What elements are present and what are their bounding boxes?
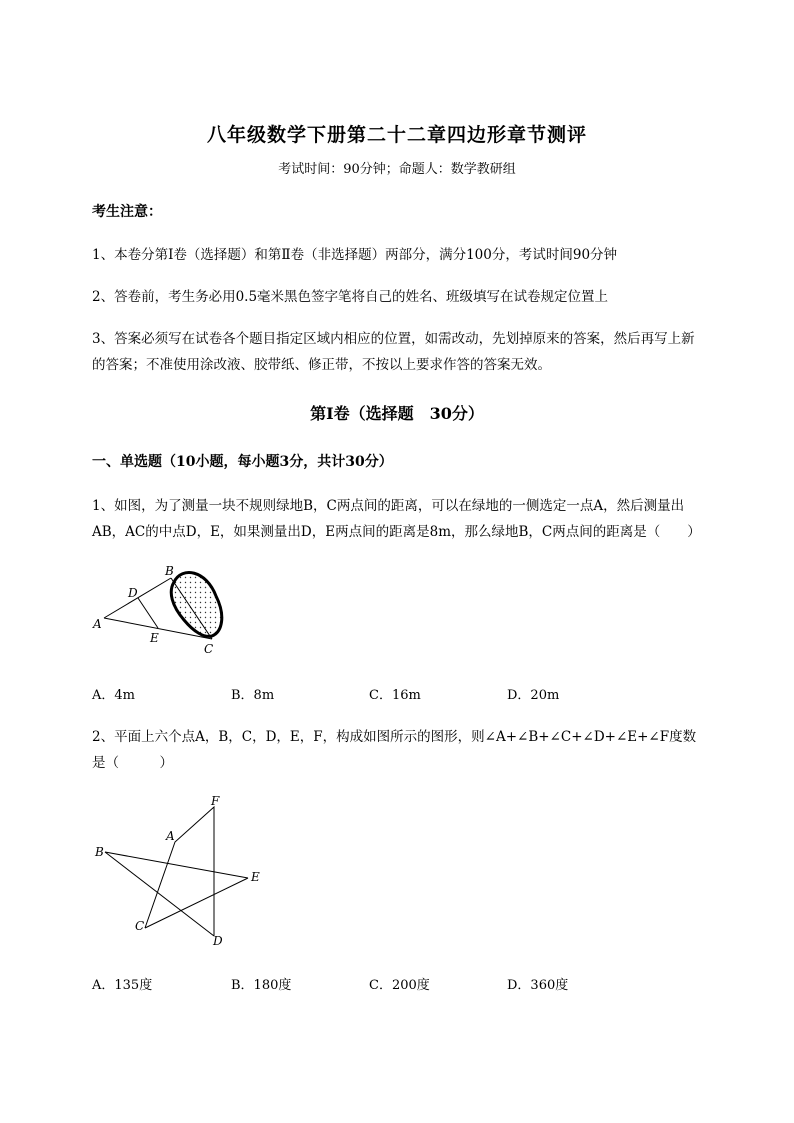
- part-heading: 一、单选题（10小题，每小题3分，共计30分）: [92, 454, 393, 470]
- notice-item-1: 1、本卷分第I卷（选择题）和第Ⅱ卷（非选择题）两部分，满分100分，考试时间90分钟: [92, 247, 618, 263]
- question-1-stem: 1、如图，为了测量一块不规则绿地B，C两点间的距离，可以在绿地的一侧选定一点A，然后测量出: [92, 498, 685, 514]
- label-C: C: [204, 642, 214, 656]
- q1-option-d[interactable]: D．20m: [507, 688, 560, 703]
- label-B: B: [165, 564, 174, 578]
- question-1-figure: [88, 560, 238, 660]
- path-C-A-F-D: [145, 807, 214, 936]
- green-land-shape: [171, 573, 222, 637]
- label-E: E: [150, 631, 159, 645]
- notice-heading: 考生注意：: [92, 204, 162, 220]
- label-F: F: [211, 794, 220, 808]
- label-A: A: [166, 829, 175, 843]
- q1-option-b[interactable]: B．8m: [231, 688, 275, 703]
- q2-option-d[interactable]: D．360度: [507, 978, 569, 993]
- section-title: 第I卷（选择题 30分）: [310, 404, 484, 423]
- q1-option-a[interactable]: A．4m: [92, 688, 135, 703]
- q2-option-c[interactable]: C．200度: [369, 978, 430, 993]
- segment-DE: [138, 598, 158, 628]
- label-B: B: [95, 845, 104, 859]
- segment-BD: [105, 852, 214, 936]
- label-C: C: [135, 919, 145, 933]
- segment-BE: [105, 852, 248, 878]
- label-E: E: [251, 870, 260, 884]
- label-D: D: [128, 586, 138, 600]
- label-D: D: [213, 934, 223, 948]
- question-2-stem-cont: 是（ ）: [92, 755, 173, 771]
- page-title: 八年级数学下册第二十二章四边形章节测评: [206, 124, 587, 146]
- notice-item-3-cont: 的答案；不准使用涂改液、胶带纸、修正带，不按以上要求作答的答案无效。: [92, 357, 551, 373]
- notice-item-3: 3、答案必须写在试卷各个题目指定区域内相应的位置，如需改动，先划掉原来的答案，然后再写上新: [92, 331, 695, 347]
- notice-item-2: 2、答卷前，考生务必用0.5毫米黑色签字笔将自己的姓名、班级填写在试卷规定位置上: [92, 289, 609, 305]
- q1-option-c[interactable]: C．16m: [369, 688, 421, 703]
- label-A: A: [93, 617, 102, 631]
- question-1-stem-cont: AB，AC的中点D，E，如果测量出D，E两点间的距离是8m，那么绿地B，C两点间的距离是（ ）: [92, 524, 701, 540]
- segment-CE: [145, 878, 248, 928]
- exam-info: 考试时间：90分钟；命题人：数学教研组: [278, 162, 516, 177]
- q2-option-a[interactable]: A．135度: [92, 978, 153, 993]
- q2-option-b[interactable]: B．180度: [231, 978, 292, 993]
- question-2-figure: [88, 790, 278, 950]
- question-2-stem: 2、平面上六个点A，B，C，D，E，F，构成如图所示的图形，则∠A+∠B+∠C+∠D+∠E+∠F度数: [92, 729, 697, 745]
